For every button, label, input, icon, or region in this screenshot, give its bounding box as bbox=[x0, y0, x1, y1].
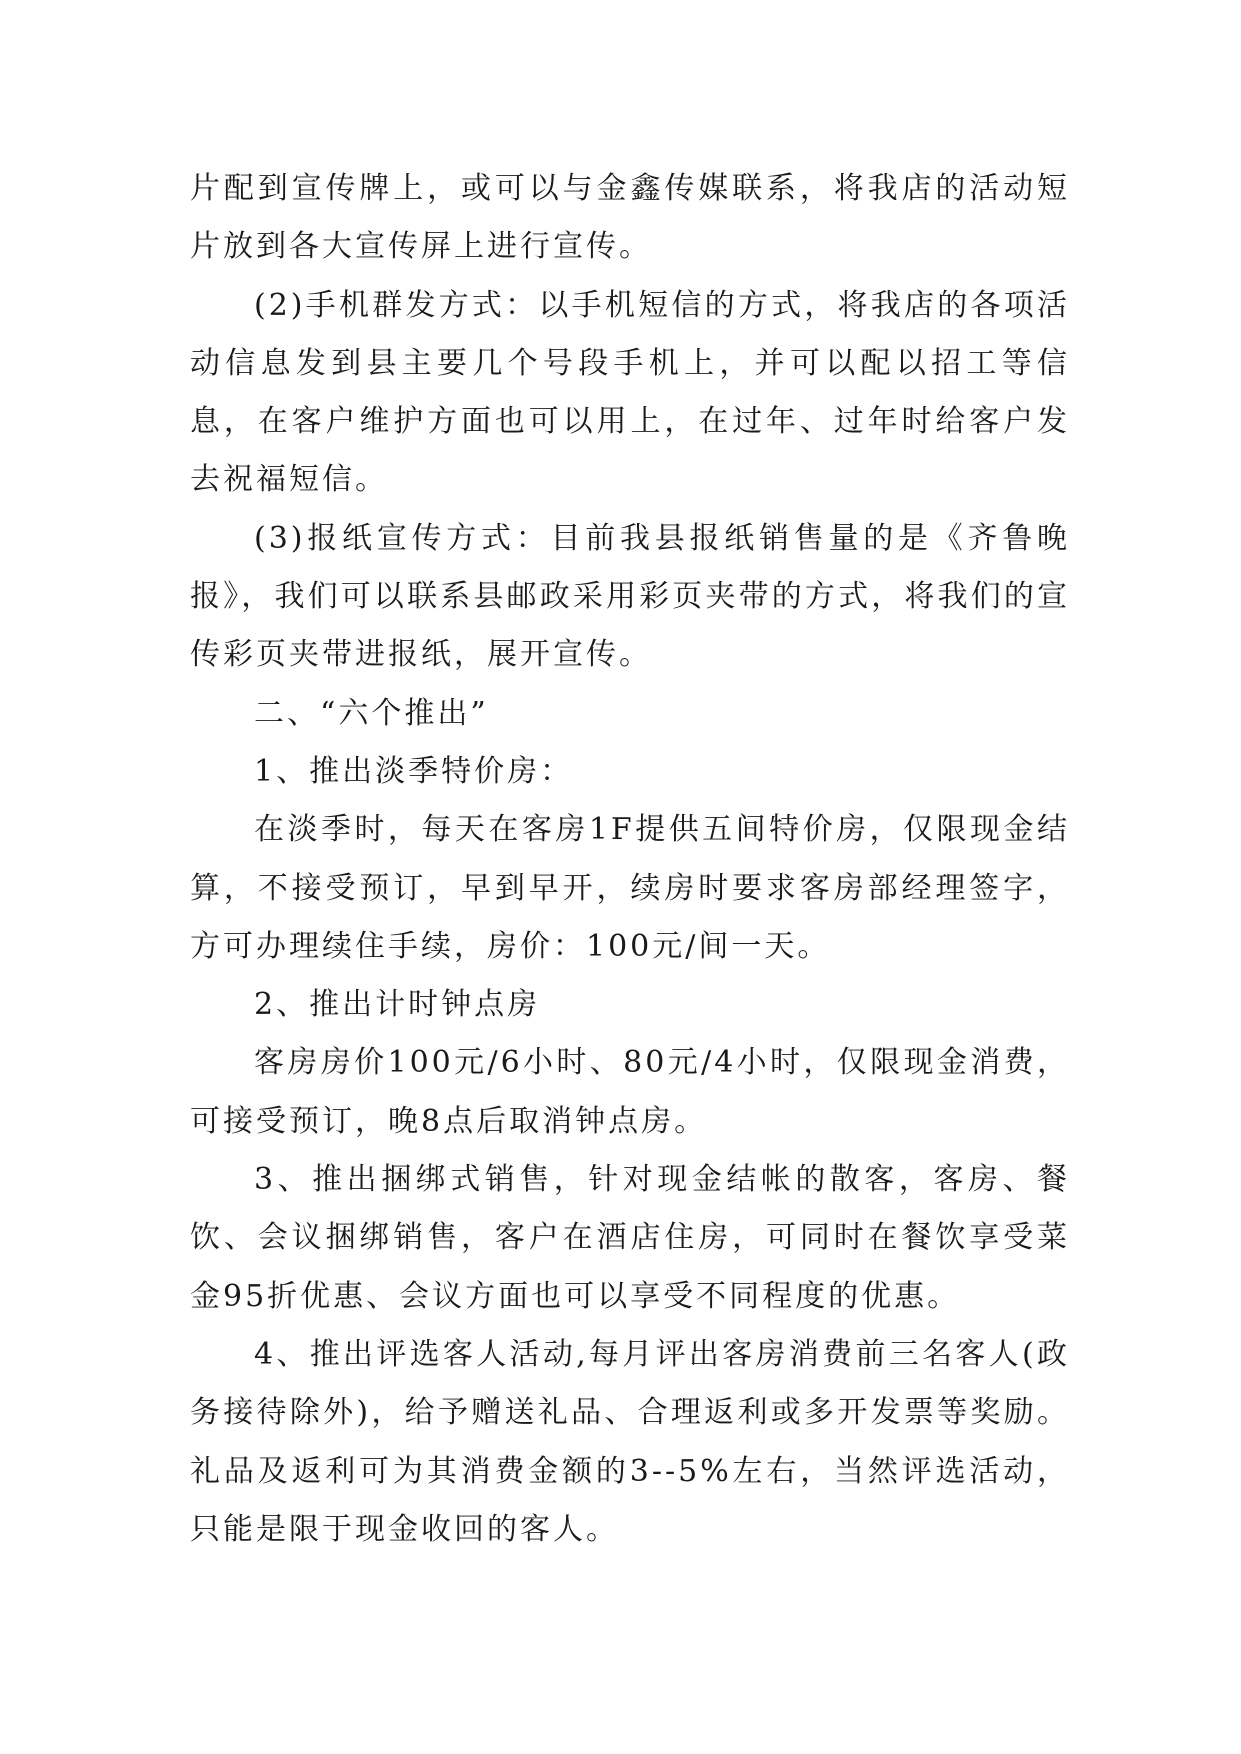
paragraph-6: 在淡季时，每天在客房1F提供五间特价房，仅限现金结算，不接受预订，早到早开，续房时要求客房部经理签字，方可办理续住手续，房价：100元/间一天。 bbox=[190, 812, 1070, 964]
document-body bbox=[190, 160, 1070, 1559]
paragraph-3: (3)报纸宣传方式：目前我县报纸销售量的是《齐鲁晚报》，我们可以联系县邮政采用彩页夹带的方式，将我们的宣传彩页夹带进报纸，展开宣传。 bbox=[190, 520, 1070, 673]
item-heading-1: 1、推出淡季特价房： bbox=[254, 753, 574, 789]
paragraph-1: 片配到宣传牌上，或可以与金鑫传媒联系，将我店的活动短片放到各大宣传屏上进行宣传。 bbox=[190, 171, 1070, 265]
paragraph-10: 4、推出评选客人活动,每月评出客房消费前三名客人(政务接待除外)，给予赠送礼品、合理返利或多开发票等奖励。礼品及返利可为其消费金额的3--5%左右，当然评选活动，只能是限于现金收回的客人。 bbox=[190, 1336, 1070, 1547]
item-heading-2: 2、推出计时钟点房 bbox=[254, 987, 541, 1023]
paragraph-2: (2)手机群发方式：以手机短信的方式，将我店的各项活动信息发到县主要几个号段手机上，并可以配以招工等信息，在客户维护方面也可以用上，在过年、过年时给客户发去祝福短信。 bbox=[190, 287, 1070, 498]
section-heading: 二、“六个推出” bbox=[254, 695, 489, 731]
paragraph-8: 客房房价100元/6小时、80元/4小时，仅限现金消费，可接受预订，晚8点后取消钟点房。 bbox=[190, 1045, 1070, 1139]
paragraph-9: 3、推出捆绑式销售，针对现金结帐的散客，客房、餐饮、会议捆绑销售，客户在酒店住房，可同时在餐饮享受菜金95折优惠、会议方面也可以享受不同程度的优惠。 bbox=[190, 1162, 1070, 1314]
